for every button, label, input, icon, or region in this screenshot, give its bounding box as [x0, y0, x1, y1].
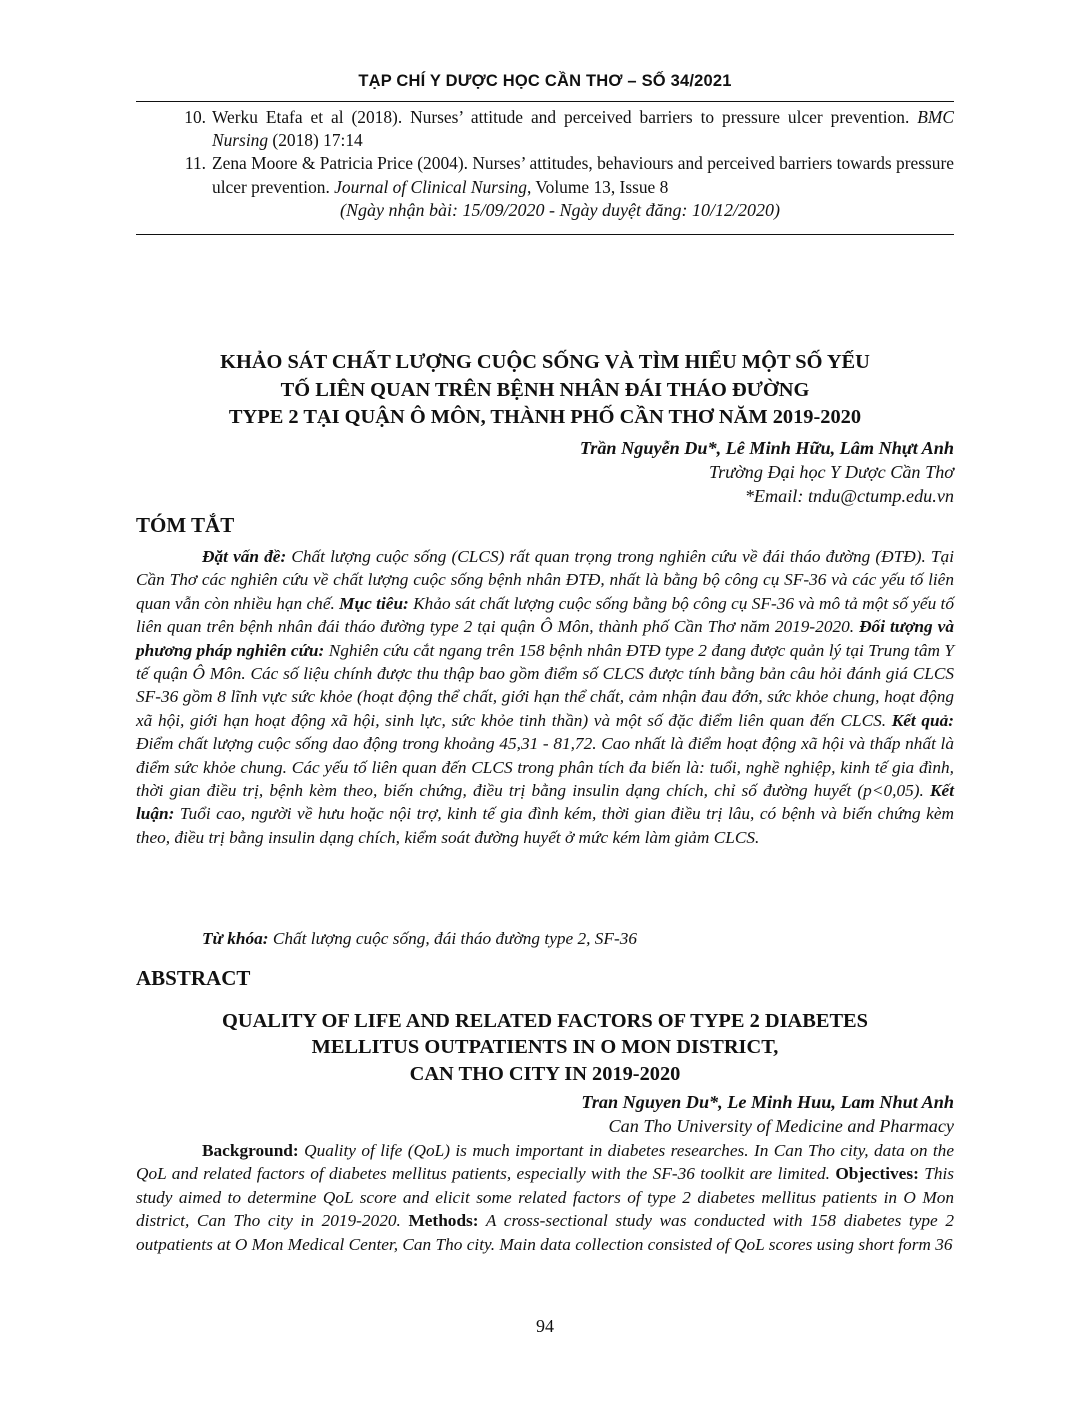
- english-abstract: [136, 1139, 954, 1256]
- page-number: 94: [536, 1316, 554, 1336]
- email: *Email: tndu@ctump.edu.vn: [744, 486, 954, 506]
- title-line: TYPE 2 TẠI QUẬN Ô MÔN, THÀNH PHỐ CẦN THƠ NĂM 2019-2020: [228, 406, 862, 428]
- reference-number: 11.: [184, 153, 206, 174]
- results-text: Điểm chất lượng cuộc sống dao động trong khoảng 45,31 - 81,72. Cao nhất là điểm hoạt động xã hội và thấp nhất là điểm sức khỏe chung. Các yếu tố liên quan đến CLCS trong phân tích đa biến là: tuổi, nghề nghiệp, kinh tế gia đình, thời gian điều trị, bệnh kèm theo, biến chứng, điều trị bằng insulin dạng chích, chỉ số đường huyết (p<0,05).: [136, 734, 954, 801]
- vietnamese-title: [100, 349, 990, 432]
- conclusion-label: Kết luận:: [136, 781, 954, 824]
- author-names: Tran Nguyen Du*, Le Minh Huu, Lam Nhut Anh: [581, 1092, 954, 1112]
- keywords-label: Từ khóa:: [202, 929, 269, 948]
- objectives-label: Objectives:: [835, 1164, 919, 1184]
- journal-header: TẠP CHÍ Y DƯỢC HỌC CẦN THƠ – SỐ 34/2021: [358, 72, 732, 90]
- conclusion-text: Tuổi cao, người về hưu hoặc nội trợ, kinh tế gia đình kém, thời gian điều trị lâu, có bệnh và biến chứng kèm theo, điều trị bằng insulin dạng chích, kiểm soát đường huyết ở mức kém làm giảm CLCS.: [136, 804, 954, 847]
- title-line: KHẢO SÁT CHẤT LƯỢNG CUỘC SỐNG VÀ TÌM HIỂU MỘT SỐ YẾU: [220, 351, 870, 373]
- results-label: Kết quả:: [891, 710, 954, 730]
- english-author-block: [136, 1090, 954, 1138]
- title-line: MELLITUS OUTPATIENTS IN O MON DISTRICT,: [311, 1036, 779, 1059]
- background-label: Đặt vấn đề:: [202, 547, 287, 566]
- methods-text: A cross-sectional study was conducted with 158 diabetes type 2 outpatients at O Mon Medical Center, Can Tho city. Main data collection consisted of QoL scores using short form 36: [136, 1211, 955, 1254]
- reference-details: (2018) 17:14: [268, 130, 363, 151]
- header-rule: [136, 101, 954, 102]
- abstract-heading: ABSTRACT: [136, 966, 251, 990]
- objectives-text: This study aimed to determine QoL score and elicit some related factors of type 2 diabetes mellitus patients in O Mon district, Can Tho city in 2019-2020.: [136, 1164, 954, 1231]
- reference-item: [136, 152, 954, 198]
- reference-item: [136, 106, 954, 152]
- keywords-text: Chất lượng cuộc sống, đái tháo đường type 2, SF-36: [268, 929, 638, 948]
- received-dates: (Ngày nhận bài: 15/09/2020 - Ngày duyệt đăng: 10/12/2020): [340, 199, 780, 220]
- affiliation: Trường Đại học Y Dược Cần Thơ: [708, 462, 954, 482]
- reference-text: [212, 152, 954, 198]
- title-line: TỐ LIÊN QUAN TRÊN BỆNH NHÂN ĐÁI THÁO ĐƯỜNG: [280, 378, 810, 401]
- affiliation: Can Tho University of Medicine and Pharmacy: [608, 1116, 954, 1136]
- vietnamese-author-block: [136, 436, 954, 508]
- background-text: Chất lượng cuộc sống (CLCS) rất quan trọng trong nghiên cứu về đái tháo đường (ĐTĐ). Tại Cần Thơ các nghiên cứu về chất lượng cuộc sống bệnh nhân ĐTĐ, nhất là bằng bộ công cụ SF-36 và các yếu tố liên quan vẫn còn nhiều hạn chế.: [136, 547, 954, 613]
- abstract-paragraph: [136, 1139, 954, 1256]
- english-title: [100, 1008, 990, 1087]
- title-line: QUALITY OF LIFE AND RELATED FACTORS OF TYPE 2 DIABETES: [221, 1010, 868, 1032]
- keywords-line: [202, 929, 637, 949]
- methods-label: Đối tượng và phương pháp nghiên cứu:: [136, 617, 954, 660]
- vietnamese-abstract: [136, 545, 954, 849]
- references-rule: [136, 234, 954, 235]
- abstract-paragraph: [136, 545, 954, 849]
- reference-list: [136, 106, 954, 222]
- reference-citation: Zena Moore & Patricia Price (2004). Nurses’ attitudes, behaviours and perceived barriers towards pressure ulcer prevention.: [212, 153, 954, 197]
- objective-text: Khảo sát chất lượng cuộc sống bằng bộ công cụ SF-36 và mô tả một số yếu tố liên quan trên bệnh nhân đái tháo đường type 2 tại quận Ô Môn, thành phố Cần Thơ năm 2019-2020.: [136, 593, 954, 637]
- reference-journal: BMC Nursing: [212, 107, 954, 151]
- reference-citation: Werku Etafa et al (2018). Nurses’ attitude and perceived barriers to pressure ulcer prevention.: [212, 107, 918, 127]
- reference-journal: Journal of Clinical Nursing: [334, 176, 527, 197]
- methods-label: Methods:: [408, 1211, 479, 1231]
- summary-heading: TÓM TẮT: [136, 513, 235, 537]
- title-line: CAN THO CITY IN 2019-2020: [409, 1062, 681, 1085]
- background-label: Background:: [202, 1141, 299, 1160]
- reference-number: 10.: [184, 107, 206, 127]
- objective-label: Mục tiêu:: [339, 593, 409, 613]
- reference-text: [212, 106, 954, 152]
- background-text: Quality of life (QoL) is much important in diabetes researches. In Can Tho city, data on the QoL and related factors of diabetes mellitus patients, especially with the SF-36 toolkit are limited.: [136, 1141, 954, 1184]
- methods-text: Nghiên cứu cắt ngang trên 158 bệnh nhân ĐTĐ type 2 đang được quản lý tại Trung tâm Y tế quận Ô Môn. Các số liệu chính được thu thập bao gồm điểm số CLCS được tính bằng bản câu hỏi đánh giá CLCS SF-36 gồm 8 lĩnh vực sức khỏe (hoạt động thể chất, giới hạn thể chất, cảm nhận đau đớn, sức khỏe chung, hoạt động xã hội, giới hạn hoạt động xã hội, sinh lực, sức khỏe tinh thần) và một số đặc điểm liên quan đến CLCS.: [136, 640, 954, 730]
- author-names: Trần Nguyễn Du*, Lê Minh Hữu, Lâm Nhựt Anh: [579, 438, 954, 458]
- reference-details: , Volume 13, Issue 8: [526, 176, 669, 197]
